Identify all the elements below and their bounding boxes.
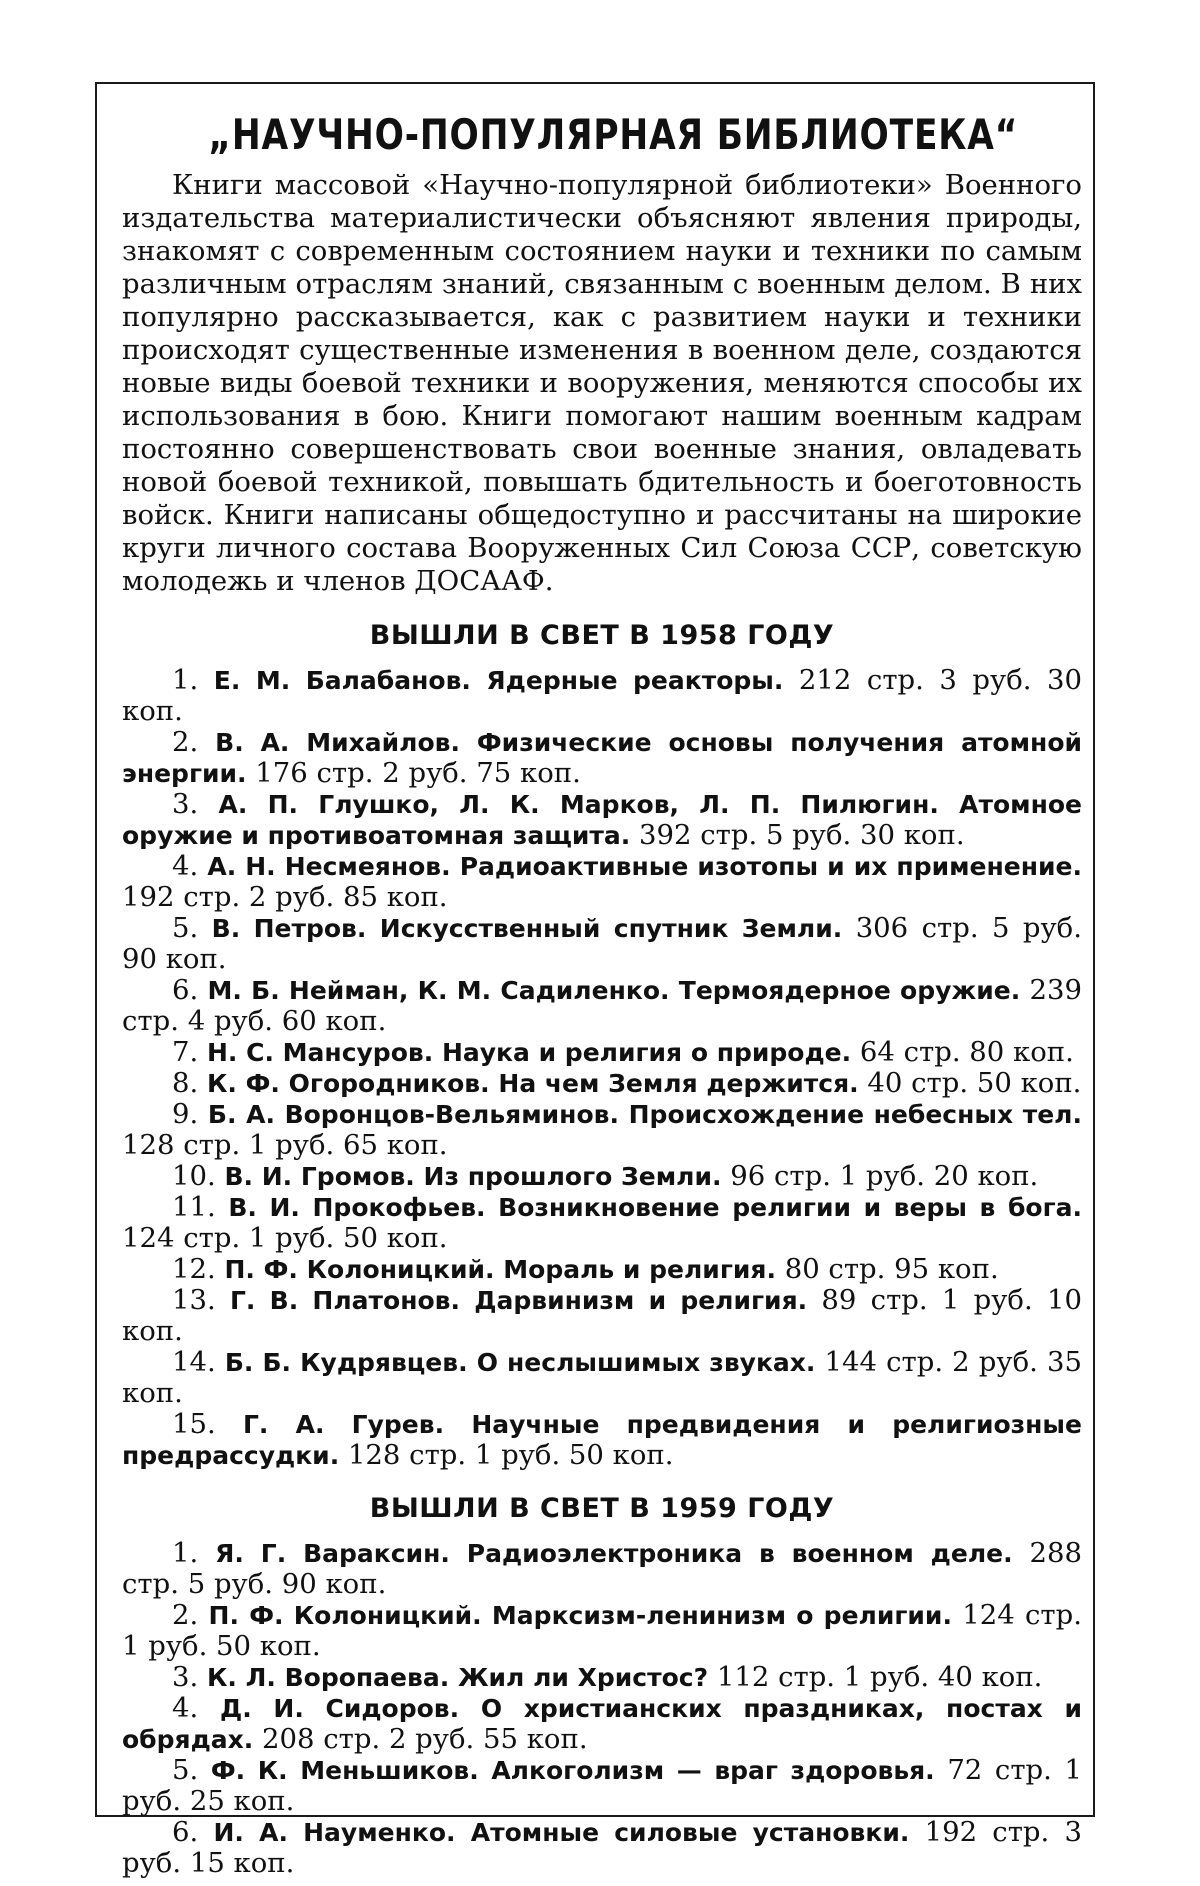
book-entry xyxy=(122,851,1082,913)
book-entry xyxy=(122,1755,1082,1817)
book-entry xyxy=(122,1099,1082,1161)
entry-number: 1. xyxy=(172,664,199,696)
entry-number: 2. xyxy=(172,726,199,758)
entry-pages-price: 96 стр. 1 руб. 20 коп. xyxy=(730,1160,1039,1192)
entry-title: Наука и религия о природе. xyxy=(441,1038,852,1067)
entry-number: 10. xyxy=(172,1160,216,1192)
book-entry xyxy=(122,975,1082,1037)
entry-pages-price: 128 стр. 1 руб. 50 коп. xyxy=(347,1439,674,1471)
entry-author: Н. С. Мансуров. xyxy=(207,1038,434,1067)
book-entry xyxy=(122,1068,1082,1099)
entry-number: 4. xyxy=(172,1692,199,1724)
entry-author: К. Л. Воропаева. xyxy=(207,1663,450,1692)
entry-pages-price: 144 стр. 2 руб. 35 коп. xyxy=(122,1346,1082,1409)
intro-paragraph: Книги массовой «Научно-популярной библиотеки» Военного издательства материалистически объясняют явления природы, знакомят с современным состоянием науки и техники по самым различным отраслям знаний, связанным с военным делом. В них популярно рассказывается, как с развитием науки и техники происходят существенные изменения в военном деле, создаются новые виды боевой техники и вооружения, меняются способы их использования в бою. Книги помогают нашим военным кадрам постоянно совершенствовать свои военные знания, овладевать новой боевой техникой, повышать бдительность и боеготовность войск. Книги написаны общедоступно и рассчитаны на широкие круги личного состава Вооруженных Сил Союза ССР, советскую молодежь и членов ДОСААФ. xyxy=(122,169,1082,597)
entry-title: О неслышимых звуках. xyxy=(476,1348,816,1377)
section-heading: ВЫШЛИ В СВЕТ В 1958 ГОДУ xyxy=(369,620,835,651)
entry-number: 9. xyxy=(172,1098,199,1130)
book-entry xyxy=(122,1254,1082,1285)
entry-title: Физические основы получения атомной энергии. xyxy=(122,728,1083,788)
entry-author: П. Ф. Колоницкий. xyxy=(224,1255,495,1284)
entry-number: 5. xyxy=(172,912,199,944)
entry-number: 6. xyxy=(172,1816,199,1848)
entry-author: В. Петров. xyxy=(211,914,367,943)
entry-title: Возникновение религии и веры в бога. xyxy=(498,1193,1083,1222)
entry-title: Алкоголизм — враг здоровья. xyxy=(491,1756,935,1785)
entry-title: Искусственный спутник Земли. xyxy=(379,914,843,943)
entry-author: К. Ф. Огородников. xyxy=(207,1069,490,1098)
entry-pages-price: 64 стр. 80 коп. xyxy=(859,1036,1074,1068)
book-entry xyxy=(122,1161,1082,1192)
entry-pages-price: 192 стр. 3 руб. 15 коп. xyxy=(122,1816,1082,1879)
book-entry xyxy=(122,665,1082,727)
entry-number: 3. xyxy=(172,788,199,820)
entry-number: 6. xyxy=(172,974,199,1006)
book-entry xyxy=(122,1037,1082,1068)
entry-author: Я. Г. Вараксин. xyxy=(215,1539,450,1568)
entry-pages-price: 288 стр. 5 руб. 90 коп. xyxy=(122,1537,1082,1600)
entry-pages-price: 176 стр. 2 руб. 75 коп. xyxy=(255,757,581,789)
entry-title: Жил ли Христос? xyxy=(457,1663,709,1692)
entry-number: 11. xyxy=(172,1191,216,1223)
entry-author: П. Ф. Колоницкий. xyxy=(208,1601,482,1630)
entry-number: 5. xyxy=(172,1754,199,1786)
entry-title: Происхождение небесных тел. xyxy=(628,1100,1082,1129)
section-1958 xyxy=(122,620,1082,1471)
entry-number: 8. xyxy=(172,1067,199,1099)
entry-number: 15. xyxy=(172,1408,216,1440)
entry-pages-price: 124 стр. 1 руб. 50 коп. xyxy=(122,1222,448,1254)
entry-pages-price: 239 стр. 4 руб. 60 коп. xyxy=(122,974,1083,1037)
entry-pages-price: 72 стр. 1 руб. 25 коп. xyxy=(122,1754,1082,1817)
entry-pages-price: 89 стр. 1 руб. 10 коп. xyxy=(122,1284,1082,1347)
book-entry xyxy=(122,1409,1082,1471)
entry-pages-price: 124 стр. 1 руб. 50 коп. xyxy=(122,1599,1082,1662)
entry-number: 7. xyxy=(172,1036,199,1068)
page-content xyxy=(122,96,1082,1879)
section-heading: ВЫШЛИ В СВЕТ В 1959 ГОДУ xyxy=(369,1493,835,1524)
entry-pages-price: 192 стр. 2 руб. 85 коп. xyxy=(122,881,448,913)
entry-title: Атомные силовые установки. xyxy=(470,1818,910,1847)
entry-pages-price: 128 стр. 1 руб. 65 коп. xyxy=(122,1129,448,1161)
entry-title: Мораль и религия. xyxy=(503,1255,776,1284)
book-entry xyxy=(122,913,1082,975)
book-entry xyxy=(122,1347,1082,1409)
entry-number: 1. xyxy=(172,1537,199,1569)
book-entry xyxy=(122,1538,1082,1600)
entry-title: Дарвинизм и религия. xyxy=(474,1286,808,1315)
entry-title: Марксизм-ленинизм о религии. xyxy=(491,1601,952,1630)
entry-number: 13. xyxy=(172,1284,216,1316)
book-list xyxy=(122,665,1082,1471)
entry-author: Б. А. Воронцов-Вельяминов. xyxy=(207,1100,619,1129)
book-entry xyxy=(122,1662,1082,1693)
entry-author: В. И. Прокофьев. xyxy=(228,1193,486,1222)
book-list xyxy=(122,1538,1082,1879)
book-entry xyxy=(122,1192,1082,1254)
entry-author: В. А. Михайлов. xyxy=(215,728,460,757)
entry-author: Ф. К. Меньшиков. xyxy=(210,1756,479,1785)
entry-title: Ядерные реакторы. xyxy=(486,666,784,695)
entry-number: 14. xyxy=(172,1346,216,1378)
book-entry xyxy=(122,1600,1082,1662)
entry-number: 12. xyxy=(172,1253,216,1285)
page-title: „НАУЧНО-ПОПУЛЯРНАЯ БИБЛИОТЕКА“ xyxy=(208,110,1019,159)
section-1959 xyxy=(122,1493,1082,1879)
book-entry xyxy=(122,727,1082,789)
entry-title: Из прошлого Земли. xyxy=(423,1162,722,1191)
entry-title: О христианских праздниках, постах и обрядах. xyxy=(122,1694,1082,1754)
entry-title: Радиоэлектроника в военном деле. xyxy=(466,1539,1013,1568)
entry-author: И. А. Науменко. xyxy=(213,1818,456,1847)
entry-pages-price: 40 стр. 50 коп. xyxy=(867,1067,1082,1099)
entry-pages-price: 80 стр. 95 коп. xyxy=(784,1253,999,1285)
entry-number: 2. xyxy=(172,1599,199,1631)
entry-author: А. Н. Несмеянов. xyxy=(207,852,451,881)
entry-author: Г. А. Гурев. xyxy=(242,1410,445,1439)
entry-title: Атомное оружие и противоатомная защита. xyxy=(122,790,1082,850)
entry-pages-price: 212 стр. 3 руб. 30 коп. xyxy=(122,664,1083,727)
book-entry xyxy=(122,1285,1082,1347)
entry-pages-price: 392 стр. 5 руб. 30 коп. xyxy=(639,819,965,851)
book-entry xyxy=(122,1693,1082,1755)
entry-author: А. П. Глушко, Л. К. Марков, Л. П. Пилюгин. xyxy=(218,790,939,819)
entry-number: 4. xyxy=(172,850,199,882)
book-entry xyxy=(122,1817,1082,1879)
entry-pages-price: 208 стр. 2 руб. 55 коп. xyxy=(262,1723,588,1755)
entry-author: Б. Б. Кудрявцев. xyxy=(224,1348,468,1377)
entry-author: Е. М. Балабанов. xyxy=(213,666,471,695)
entry-author: М. Б. Нейман, К. М. Садиленко. xyxy=(207,976,670,1005)
entry-title: На чем Земля держится. xyxy=(498,1069,859,1098)
entry-author: Г. В. Платонов. xyxy=(230,1286,460,1315)
entry-title: Научные предвидения и религиозные предрассудки. xyxy=(122,1410,1082,1470)
entry-title: Радиоактивные изотопы и их применение. xyxy=(459,852,1082,881)
entry-pages-price: 306 стр. 5 руб. 90 коп. xyxy=(122,912,1082,975)
entry-number: 3. xyxy=(172,1661,199,1693)
entry-author: Д. И. Сидоров. xyxy=(219,1694,460,1723)
entry-title: Термоядерное оружие. xyxy=(678,976,1021,1005)
entry-author: В. И. Громов. xyxy=(224,1162,415,1191)
entry-pages-price: 112 стр. 1 руб. 40 коп. xyxy=(716,1661,1043,1693)
book-entry xyxy=(122,789,1082,851)
